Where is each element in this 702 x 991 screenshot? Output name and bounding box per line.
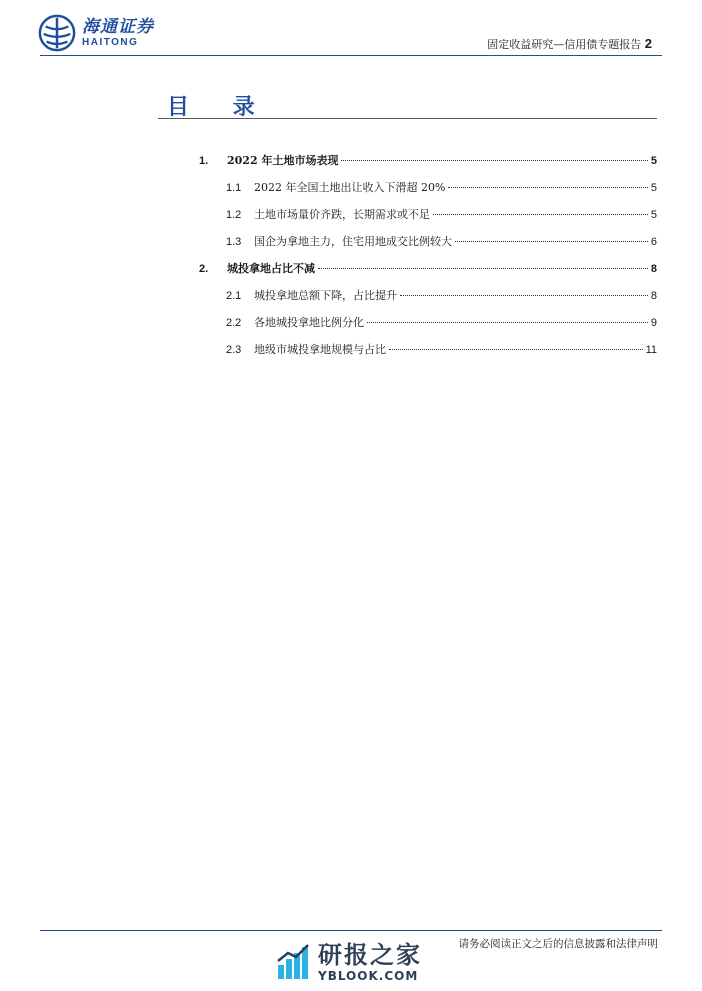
toc-entry-title: 2022 年土地市场表现	[227, 154, 339, 167]
toc-entry-page: 11	[645, 344, 657, 356]
toc-entry-1-3[interactable]	[199, 233, 657, 249]
toc-entry-number: 1.2	[226, 209, 242, 221]
toc-heading: 目 录	[167, 94, 273, 120]
toc-entry-page: 5	[650, 209, 657, 221]
toc-entry-number: 2.2	[226, 317, 242, 329]
toc-entry-page: 5	[650, 182, 657, 194]
toc-entry-title: 土地市场量价齐跌，长期需求或不足	[254, 208, 430, 221]
yblook-watermark	[276, 941, 422, 983]
toc-entry-title: 城投拿地占比不减	[227, 262, 315, 275]
watermark-chinese: 研报之家	[318, 941, 422, 969]
toc-leader-dots	[318, 268, 648, 269]
toc-entry-number: 2.	[199, 263, 209, 275]
toc-entry-2-1[interactable]	[199, 287, 657, 303]
toc-entry-title: 国企为拿地主力，住宅用地成交比例较大	[254, 235, 452, 248]
toc-entry-number: 2.3	[226, 344, 242, 356]
toc-entry-page: 9	[650, 317, 657, 329]
toc-leader-dots	[400, 295, 648, 296]
toc-entry-title: 地级市城投拿地规模与占比	[254, 343, 386, 356]
footer-disclaimer: 请务必阅读正文之后的信息披露和法律声明	[458, 938, 658, 950]
toc-entry-1[interactable]	[199, 152, 657, 168]
toc-entry-title: 2022 年全国土地出让收入下滑超 20%	[254, 181, 446, 194]
toc-leader-dots	[367, 322, 648, 323]
toc-entry-page: 8	[650, 263, 657, 275]
page-header	[0, 0, 702, 60]
toc-entry-page: 8	[650, 290, 657, 302]
logo-english-name: HAITONG	[82, 37, 139, 48]
toc-entry-2-3[interactable]	[199, 341, 657, 357]
toc-leader-dots	[433, 214, 648, 215]
report-category: 固定收益研究—信用债专题报告	[487, 38, 642, 51]
toc-leader-dots	[389, 349, 643, 350]
toc-heading-divider	[158, 118, 657, 119]
toc-entry-number: 1.3	[226, 236, 242, 248]
toc-entry-1-1[interactable]	[199, 179, 657, 195]
logo-chinese-name: 海通证券	[82, 17, 154, 37]
report-header-title	[487, 36, 652, 52]
haitong-logo	[38, 14, 154, 52]
toc-leader-dots	[448, 187, 647, 188]
watermark-domain: YBLOOK.COM	[318, 969, 419, 983]
toc-entry-1-2[interactable]	[199, 206, 657, 222]
toc-leader-dots	[341, 160, 647, 161]
haitong-emblem-icon	[38, 14, 76, 52]
toc-entry-2-2[interactable]	[199, 314, 657, 330]
toc-leader-dots	[455, 241, 648, 242]
header-divider	[40, 55, 662, 56]
toc-entry-number: 1.1	[226, 182, 242, 194]
toc-entry-number: 2.1	[226, 290, 242, 302]
toc-entry-title: 各地城投拿地比例分化	[254, 316, 364, 329]
bar-chart-icon	[276, 943, 310, 981]
toc-entry-number: 1.	[199, 155, 209, 167]
toc-entry-title: 城投拿地总额下降，占比提升	[254, 289, 397, 302]
toc-entry-page: 5	[650, 155, 657, 167]
toc-entry-2[interactable]	[199, 260, 657, 276]
footer-divider	[40, 930, 662, 931]
toc-entry-page: 6	[650, 236, 657, 248]
header-page-number: 2	[644, 36, 652, 51]
